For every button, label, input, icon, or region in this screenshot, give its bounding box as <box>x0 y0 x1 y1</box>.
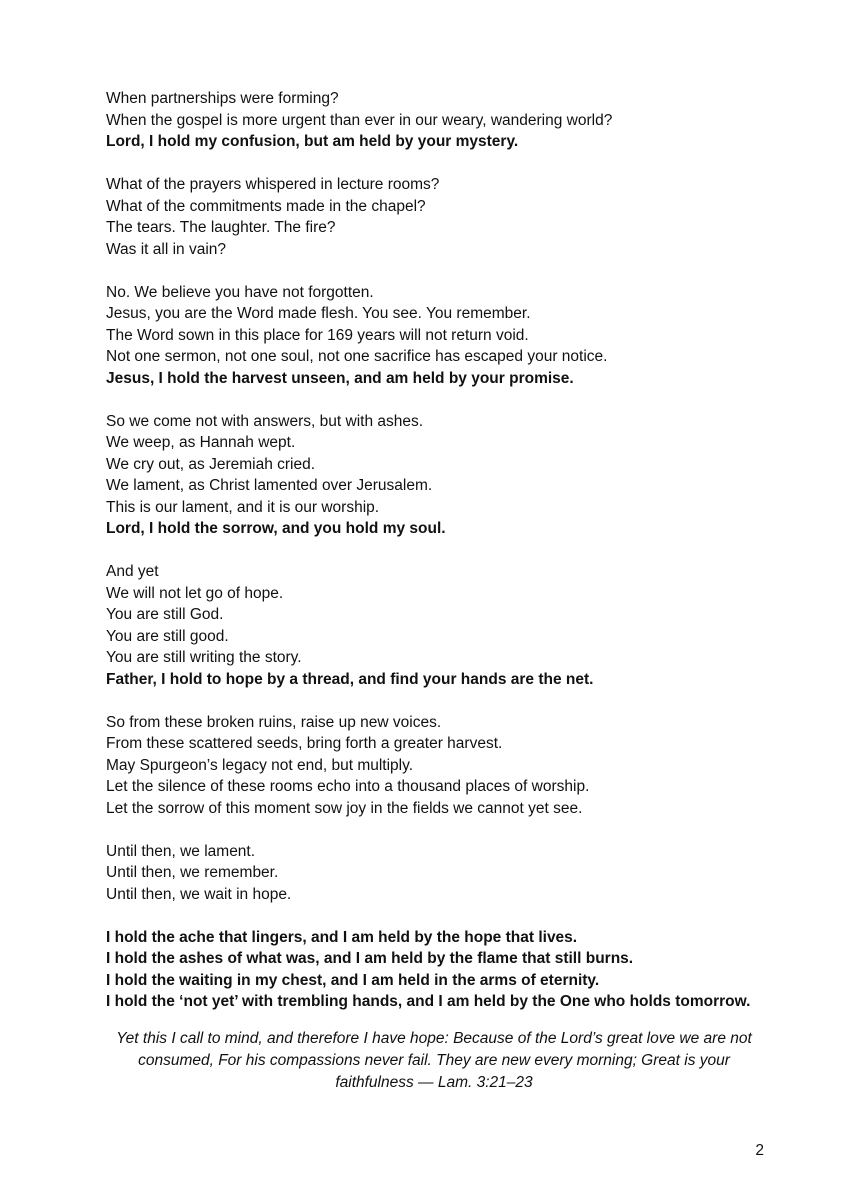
text-line: When the gospel is more urgent than ever in our weary, wandering world? <box>106 111 613 129</box>
text-line: We will not let go of hope. <box>106 584 284 602</box>
text-line: And yet <box>106 563 159 580</box>
stanza <box>106 88 786 153</box>
text-line: You are still writing the story. <box>106 649 302 666</box>
scripture-quote-line: faithfulness — Lam. 3:21–23 <box>335 1074 533 1091</box>
text-line: The Word sown in this place for 169 years will not return void. <box>106 326 529 344</box>
scripture-quote-line: Yet this I call to mind, and therefore I have hope: Because of the Lord’s great love we are not <box>116 1030 752 1047</box>
refrain-line: Jesus, I hold the harvest unseen, and am held by your promise. <box>106 369 574 387</box>
text-line: So we come not with answers, but with ashes. <box>106 412 424 430</box>
scripture-quote-line: consumed, For his compassions never fail. They are new every morning; Great is your <box>138 1052 730 1069</box>
text-line: The tears. The laughter. The fire? <box>106 219 336 236</box>
refrain-line: Lord, I hold my confusion, but am held by your mystery. <box>106 133 519 150</box>
text-line: We cry out, as Jeremiah cried. <box>106 455 316 473</box>
text-line: May Spurgeon’s legacy not end, but multiply. <box>106 756 414 774</box>
stanza <box>106 411 786 540</box>
lament-text-body <box>106 88 786 1034</box>
text-line: From these scattered seeds, bring forth a greater harvest. <box>106 735 503 752</box>
text-line: You are still good. <box>106 627 229 645</box>
refrain-line: Lord, I hold the sorrow, and you hold my soul. <box>106 520 446 537</box>
text-line: Until then, we wait in hope. <box>106 885 292 903</box>
text-line: Not one sermon, not one soul, not one sacrifice has escaped your notice. <box>106 348 608 365</box>
refrain-line: I hold the ashes of what was, and I am held by the flame that still burns. <box>106 950 634 967</box>
text-line: Until then, we remember. <box>106 864 279 881</box>
text-line: Until then, we lament. <box>106 842 256 860</box>
stanza <box>106 712 786 820</box>
stanza <box>106 282 786 390</box>
text-line: So from these broken ruins, raise up new voices. <box>106 713 442 731</box>
text-line: What of the prayers whispered in lecture rooms? <box>106 176 440 193</box>
stanza <box>106 927 786 1013</box>
text-line: Jesus, you are the Word made flesh. You see. You remember. <box>106 305 531 322</box>
refrain-line: I hold the waiting in my chest, and I am held in the arms of eternity. <box>106 971 600 989</box>
text-line: We lament, as Christ lamented over Jerusalem. <box>106 477 433 494</box>
text-line: When partnerships were forming? <box>106 90 339 107</box>
stanza <box>106 174 786 260</box>
refrain-line: I hold the ‘not yet’ with trembling hands, and I am held by the One who holds tomorrow. <box>106 993 751 1010</box>
scripture-quote <box>100 1028 768 1094</box>
text-line: We weep, as Hannah wept. <box>106 434 296 451</box>
stanza <box>106 841 786 906</box>
stanza <box>106 561 786 690</box>
text-line: Was it all in vain? <box>106 240 227 258</box>
text-line: This is our lament, and it is our worship. <box>106 498 380 516</box>
text-line: What of the commitments made in the chapel? <box>106 197 426 215</box>
text-line: No. We believe you have not forgotten. <box>106 283 374 301</box>
page-number: 2 <box>755 1142 764 1159</box>
refrain-line: Father, I hold to hope by a thread, and find your hands are the net. <box>106 670 594 688</box>
refrain-line: I hold the ache that lingers, and I am held by the hope that lives. <box>106 928 578 946</box>
text-line: Let the sorrow of this moment sow joy in the fields we cannot yet see. <box>106 799 583 817</box>
text-line: You are still God. <box>106 606 224 623</box>
text-line: Let the silence of these rooms echo into a thousand places of worship. <box>106 778 590 795</box>
